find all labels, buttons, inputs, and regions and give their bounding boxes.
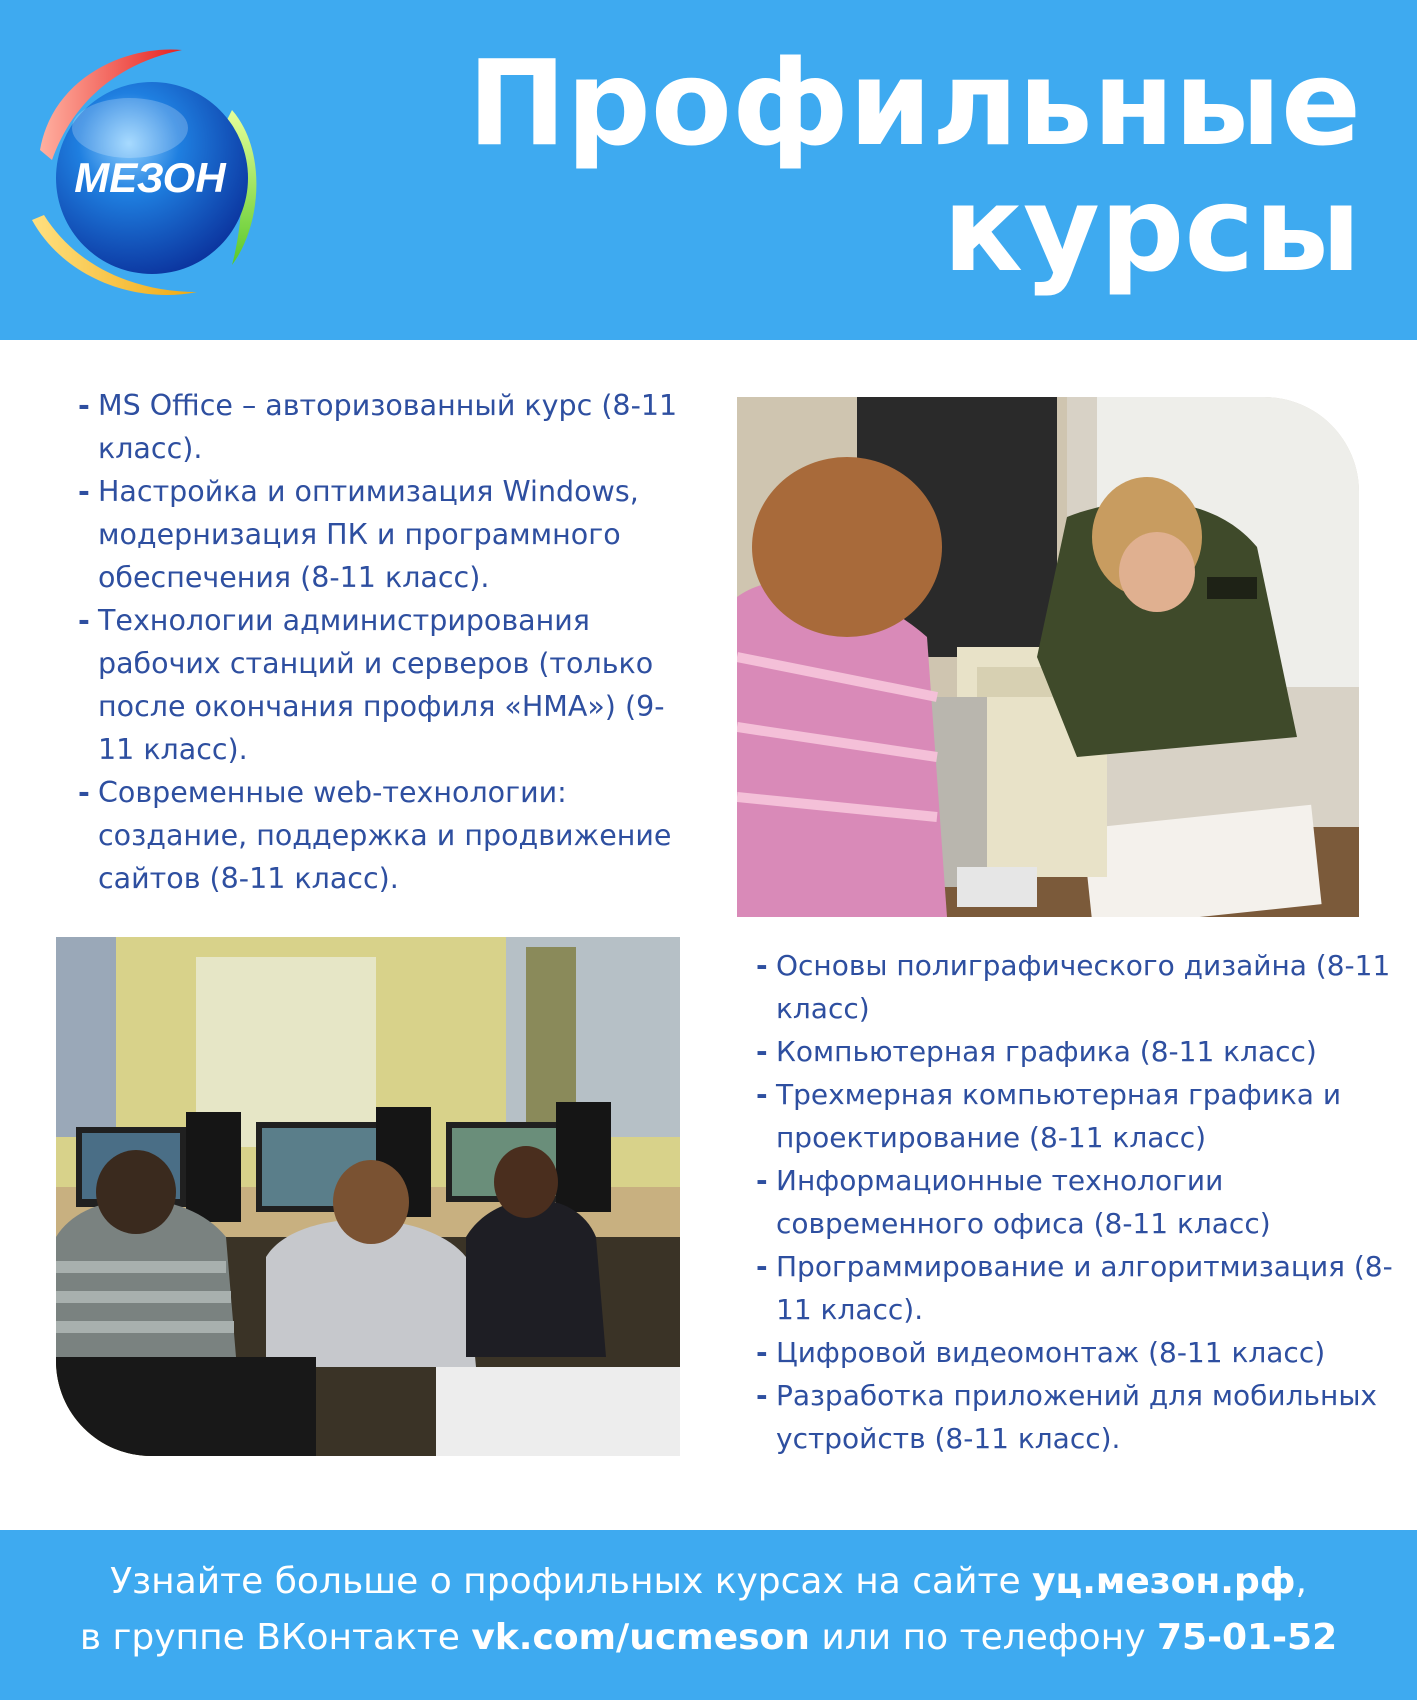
photo-computer-class — [56, 937, 680, 1456]
list-item: - Основы полиграфического дизайна (8-11 класс) — [756, 949, 1391, 1025]
list-item: - Трехмерная компьютерная графика и проектирование (8-11 класс) — [756, 1078, 1342, 1154]
logo-text: МЕЗОН — [74, 154, 226, 201]
list-item: - Настройка и оптимизация Windows, модернизация ПК и программного обеспечения (8-11 класс). — [78, 475, 639, 594]
footer-line-2: в группе ВКонтакте vk.com/ucmeson или по телефону 75-01-52 — [79, 1617, 1338, 1658]
list-item: - Информационные технологии современного офиса (8-11 класс) — [756, 1164, 1271, 1240]
course-list-right — [756, 944, 1396, 1460]
footer-banner — [0, 1530, 1417, 1700]
meson-logo — [22, 40, 292, 310]
course-list-left — [78, 384, 688, 900]
list-item: - Разработка приложений для мобильных устройств (8-11 класс). — [756, 1379, 1378, 1455]
photo-pc-assembly — [737, 397, 1359, 917]
vk-link[interactable]: vk.com/ucmeson — [471, 1617, 810, 1658]
title-line-1: Профильные — [467, 34, 1361, 172]
list-item: - MS Office – авторизованный курс (8-11 класс). — [78, 389, 678, 465]
list-item: - Программирование и алгоритмизация (8-11 класс). — [756, 1250, 1393, 1326]
header-banner — [0, 0, 1417, 340]
list-item: - Технологии администрирования рабочих станций и серверов (только после окончания профиля «НМА») (9-11 класс). — [78, 604, 665, 766]
title-line-2: курсы — [942, 160, 1361, 298]
page-title — [467, 34, 1361, 298]
phone-number: 75-01-52 — [1156, 1617, 1338, 1658]
list-item: - Компьютерная графика (8-11 класс) — [756, 1035, 1317, 1068]
list-item: - Цифровой видеомонтаж (8-11 класс) — [756, 1336, 1326, 1369]
site-link[interactable]: уц.мезон.рф — [1032, 1561, 1296, 1602]
footer-line-1: Узнайте больше о профильных курсах на сайте уц.мезон.рф, — [110, 1561, 1307, 1602]
list-item: - Современные web-технологии: создание, поддержка и продвижение сайтов (8-11 класс). — [78, 776, 672, 895]
